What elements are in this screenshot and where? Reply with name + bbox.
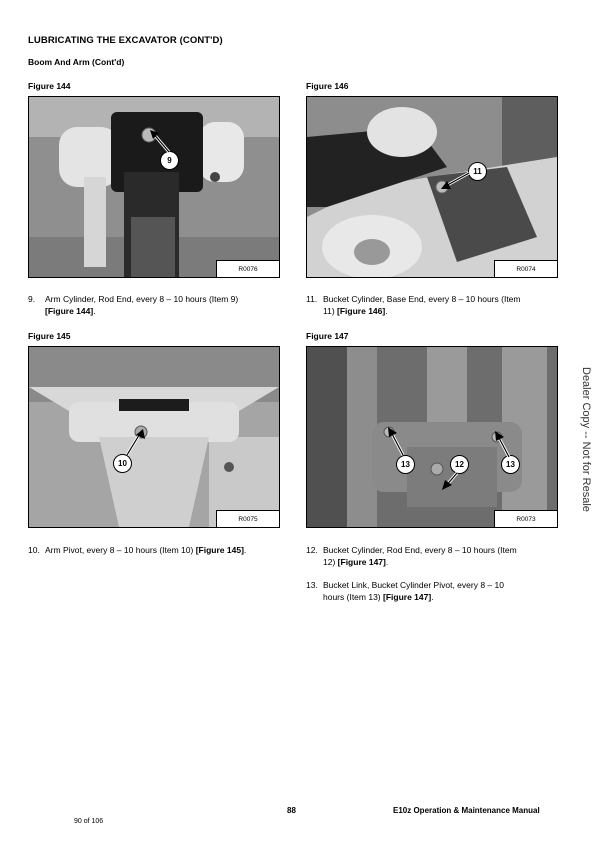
figure-reference[interactable]: [Figure 147] xyxy=(383,592,432,602)
callout-13-right: 13 xyxy=(501,455,520,474)
item-text: Arm Pivot, every 8 – 10 hours (Item 10) xyxy=(45,545,194,555)
list-item-13 xyxy=(306,579,556,605)
item-number: 13. xyxy=(306,580,318,590)
callout-11: 11 xyxy=(468,162,487,181)
figure-reference[interactable]: [Figure 146] xyxy=(337,306,386,316)
item-number: 10. xyxy=(28,545,40,555)
figure-reference[interactable]: [Figure 147] xyxy=(337,557,386,567)
figure-145-code: R0075 xyxy=(216,510,279,527)
item-text: Arm Cylinder, Rod End, every 8 – 10 hours (Item 9) xyxy=(45,294,239,304)
item-tail: . xyxy=(385,557,389,567)
figure-144-illustration xyxy=(29,97,279,277)
figure-147-illustration xyxy=(307,347,557,527)
item-number: 12. xyxy=(306,545,318,555)
item-text: Bucket Link, Bucket Cylinder Pivot, every 8 – 10 xyxy=(323,580,504,590)
item-tail: . xyxy=(243,545,247,555)
callout-arrow-icon xyxy=(385,425,409,457)
section-subtitle: Boom And Arm (Cont'd) xyxy=(28,57,125,67)
figure-144-code: R0076 xyxy=(216,260,279,277)
callout-arrow-icon xyxy=(439,469,463,491)
list-item-9 xyxy=(28,293,278,319)
item-text: Bucket Cylinder, Rod End, every 8 – 10 hours (Item xyxy=(323,545,517,555)
manual-title: E10z Operation & Maintenance Manual xyxy=(393,806,540,815)
callout-arrow-icon xyxy=(491,429,515,459)
list-item-10 xyxy=(28,544,283,558)
dealer-copy-watermark: Dealer Copy -- Not for Resale xyxy=(580,367,592,512)
callout-13-left: 13 xyxy=(396,455,415,474)
callout-10: 10 xyxy=(113,454,132,473)
figure-145-label: Figure 145 xyxy=(28,331,71,341)
figure-144-label: Figure 144 xyxy=(28,81,71,91)
item-tail: . xyxy=(385,306,388,316)
figure-145-photo xyxy=(28,346,280,528)
item-text: hours (Item 13) xyxy=(323,592,381,602)
figure-147-photo xyxy=(306,346,558,528)
item-text: 11) xyxy=(323,306,335,316)
figure-147-label: Figure 147 xyxy=(306,331,349,341)
page-of-indicator: 90 of 106 xyxy=(74,818,104,825)
callout-arrow-icon xyxy=(439,169,471,193)
item-tail: . xyxy=(431,592,434,602)
list-item-11 xyxy=(306,293,556,319)
page-number: 88 xyxy=(287,806,296,815)
figure-reference[interactable]: [Figure 145] xyxy=(195,545,244,555)
figure-146-label: Figure 146 xyxy=(306,81,349,91)
item-number: 9. xyxy=(28,294,36,304)
figure-146-code: R0074 xyxy=(494,260,557,277)
figure-reference[interactable]: [Figure 144] xyxy=(45,306,94,316)
callout-12: 12 xyxy=(450,455,469,474)
callout-arrow-icon xyxy=(123,427,149,457)
item-text: Bucket Cylinder, Base End, every 8 – 10 hours (Item xyxy=(323,294,521,304)
figure-145-illustration xyxy=(29,347,279,527)
figure-146-illustration xyxy=(307,97,557,277)
page-title: LUBRICATING THE EXCAVATOR (CONT'D) xyxy=(28,35,223,46)
item-text: 12) xyxy=(323,557,336,567)
callout-9: 9 xyxy=(160,151,179,170)
figure-144-photo xyxy=(28,96,280,278)
item-number: 11. xyxy=(306,294,318,304)
item-tail: . xyxy=(93,306,96,316)
figure-147-code: R0073 xyxy=(494,510,557,527)
callout-arrow-icon xyxy=(147,127,177,157)
figure-146-photo xyxy=(306,96,558,278)
list-item-12 xyxy=(306,544,556,570)
